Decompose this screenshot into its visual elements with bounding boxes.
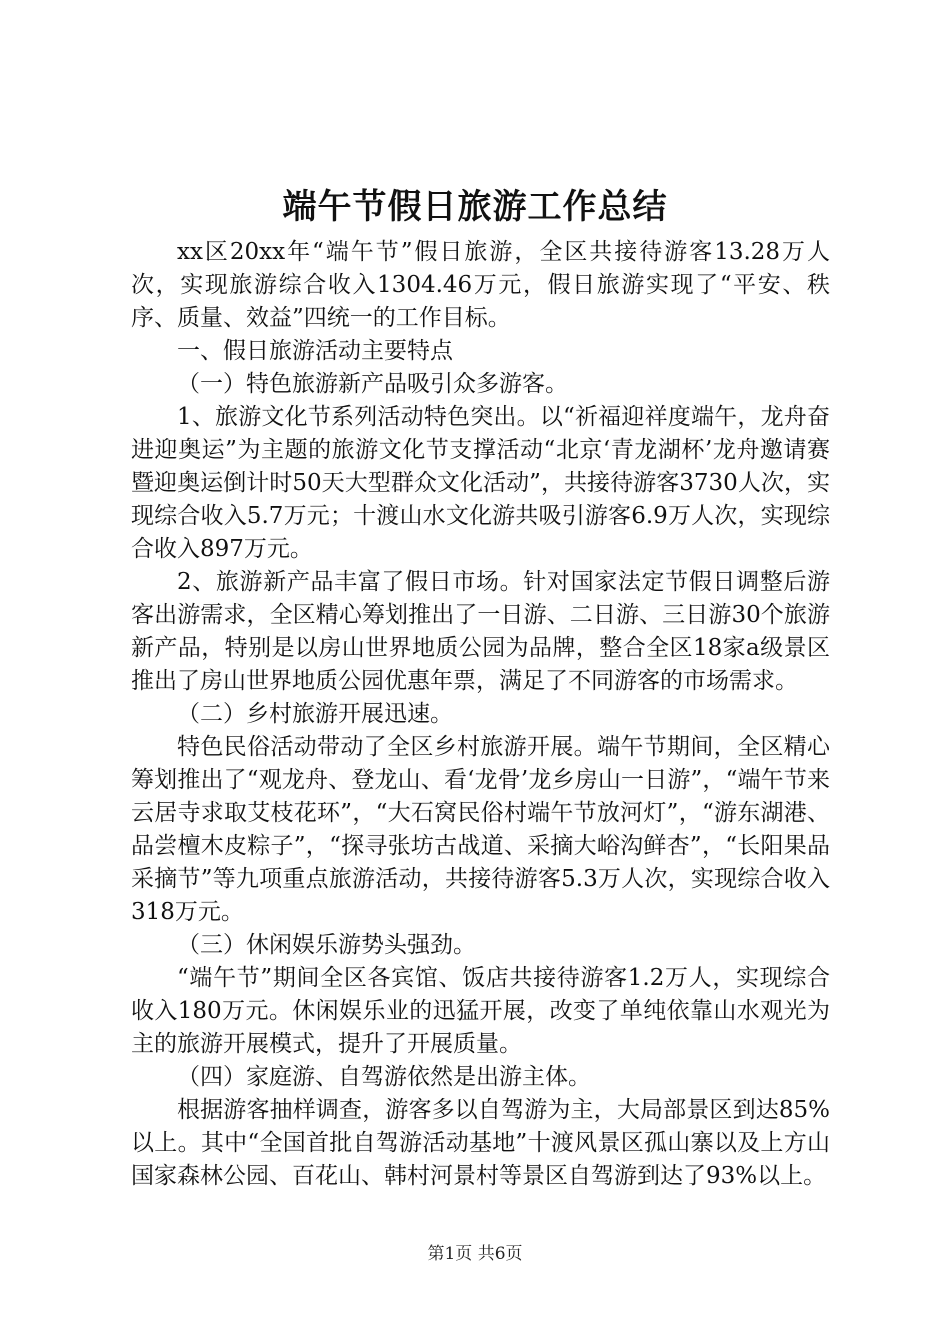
paragraph-rural-tourism: 特色民俗活动带动了全区乡村旅游开展。端午节期间，全区精心筹划推出了“观龙舟、登龙山、看‘龙骨’龙乡房山一日游”，“端午节来云居寺求取艾枝花环”，“大石窝民俗村端午节放河灯”，“游东湖港、品尝檀木皮粽子”，“探寻张坊古战道、采摘大峪沟鲜杏”，“长阳果品采摘节”等九项重点旅游活动，共接待游客5.3万人次，实现综合收入318万元。 bbox=[131, 734, 830, 925]
document-body bbox=[131, 236, 830, 1193]
subsection-heading-2: （二）乡村旅游开展迅速。 bbox=[177, 701, 453, 727]
paragraph-leisure: “端午节”期间全区各宾馆、饭店共接待游客1.2万人，实现综合收入180万元。休闲娱乐业的迅猛开展，改变了单纯依靠山水观光为主的旅游开展模式，提升了开展质量。 bbox=[131, 965, 830, 1057]
section-heading-1: 一、假日旅游活动主要特点 bbox=[177, 338, 453, 364]
subsection-heading-3: （三）休闲娱乐游势头强劲。 bbox=[177, 932, 476, 958]
paragraph-new-products: 2、旅游新产品丰富了假日市场。针对国家法定节假日调整后游客出游需求，全区精心筹划推出了一日游、二日游、三日游30个旅游新产品，特别是以房山世界地质公园为品牌，整合全区18家a级景区推出了房山世界地质公园优惠年票，满足了不同游客的市场需求。 bbox=[131, 569, 830, 694]
paragraph-self-drive: 根据游客抽样调查，游客多以自驾游为主，大局部景区到达85%以上。其中“全国首批自驾游活动基地”十渡风景区孤山寨以及上方山国家森林公园、百花山、韩村河景村等景区自驾游到达了93%以上。 bbox=[131, 1097, 830, 1189]
page-number: 第1页 共6页 bbox=[427, 1244, 523, 1264]
paragraph-culture-festival: 1、旅游文化节系列活动特色突出。以“祈福迎祥度端午，龙舟奋进迎奥运”为主题的旅游文化节支撑活动“北京‘青龙湖杯’龙舟邀请赛暨迎奥运倒计时50天大型群众文化活动”，共接待游客3730人次，实现综合收入5.7万元；十渡山水文化游共吸引游客6.9万人次，实现综合收入897万元。 bbox=[131, 404, 830, 562]
page-title: 端午节假日旅游工作总结 bbox=[282, 187, 668, 227]
paragraph-intro: xx区20xx年“端午节”假日旅游，全区共接待游客13.28万人次，实现旅游综合收入1304.46万元，假日旅游实现了“平安、秩序、质量、效益”四统一的工作目标。 bbox=[131, 239, 830, 331]
subsection-heading-1: （一）特色旅游新产品吸引众多游客。 bbox=[177, 371, 568, 397]
subsection-heading-4: （四）家庭游、自驾游依然是出游主体。 bbox=[177, 1064, 591, 1090]
